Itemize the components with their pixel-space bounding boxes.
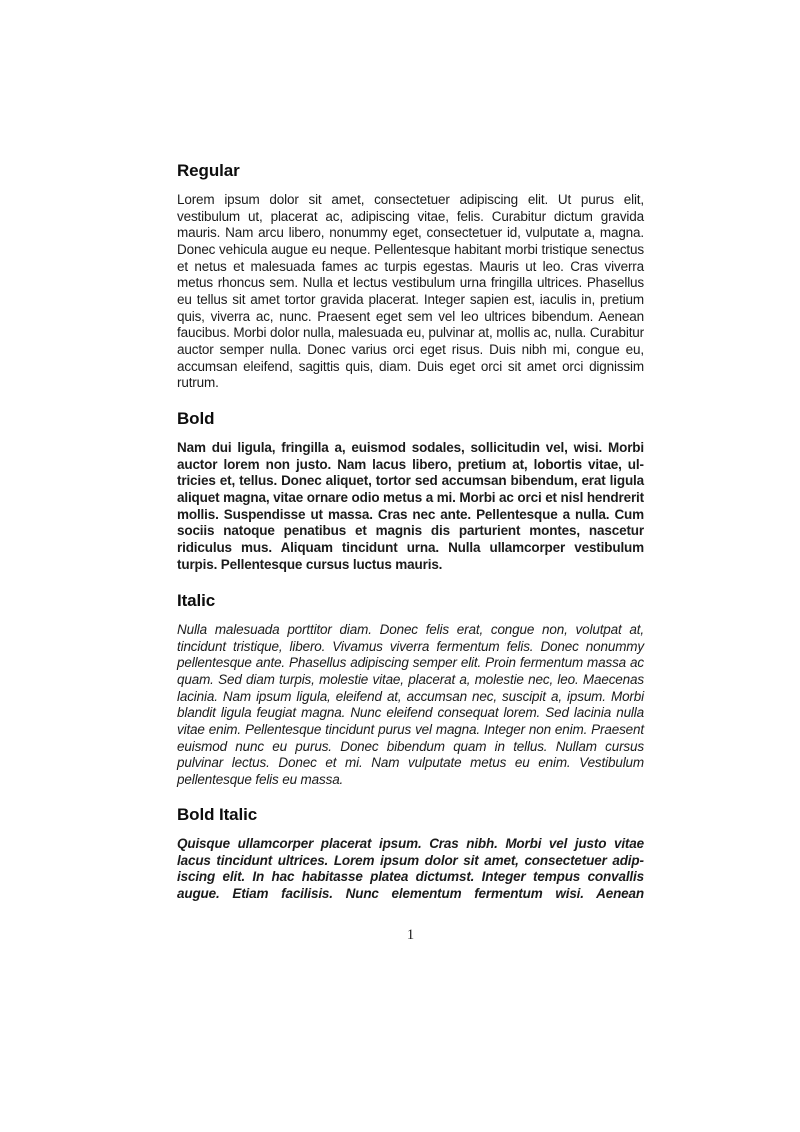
section-bold-italic bbox=[177, 805, 644, 903]
section-heading-bold-italic: Bold Italic bbox=[177, 805, 258, 824]
section-heading-regular: Regular bbox=[177, 161, 240, 180]
section-heading-italic: Italic bbox=[177, 591, 216, 610]
section-paragraph-bold: Nam dui ligula, fringilla a, euismod sodales, sollicitudin vel, wisi. Morbi auctor lorem non justo. Nam lacus libero, pretium at, lobortis vitae, ultricies et, tellus. Donec aliquet, tortor sed accumsan bibendum, erat ligula aliquet magna, vitae ornare odio metus a mi. Morbi ac orci et nisl hendrerit mollis. Suspendisse ut massa. Cras nec ante. Pellentesque a nulla. Cum sociis natoque penatibus et magnis dis parturient montes, nascetur ridiculus mus. Aliquam tincidunt urna. Nulla ullamcorper vestibulum turpis. Pellentesque cursus luctus mauris. bbox=[177, 440, 644, 572]
section-heading-bold: Bold bbox=[177, 409, 215, 428]
section-regular bbox=[177, 161, 644, 392]
section-paragraph-italic: Nulla malesuada porttitor diam. Donec felis erat, congue non, volutpat at, tincidunt tristique, libero. Vivamus viverra fermentum felis. Donec nonummy pellentesque ante. Phasellus adipiscing semper elit. Proin fermentum massa ac quam. Sed diam turpis, molestie vitae, placerat a, molestie nec, leo. Maecenas lacinia. Nam ipsum ligula, eleifend at, accumsan nec, suscipit a, ipsum. Morbi blandit ligula feugiat magna. Nunc eleifend consequat lorem. Sed lacinia nulla vitae enim. Pellentesque tincidunt purus vel magna. Integer non enim. Praesent euismod nunc eu purus. Donec bibendum quam in tellus. Nullam cursus pulvinar lectus. Donec et mi. Nam vulputate metus eu enim. Vestibulum pellentesque felis eu massa. bbox=[177, 622, 644, 787]
section-italic bbox=[177, 591, 644, 789]
section-paragraph-bold-italic: Quisque ullamcorper placerat ipsum. Cras nibh. Morbi vel justo vitae lacus tincidunt ultrices. Lorem ipsum dolor sit amet, consectetuer adipiscing elit. In hac habitasse platea dictumst. Integer tempus convallis augue. Etiam facilisis. Nunc elementum fermentum wisi. Aenean bbox=[177, 836, 644, 901]
section-bold bbox=[177, 409, 644, 573]
page-number: 1 bbox=[406, 927, 415, 943]
section-paragraph-regular: Lorem ipsum dolor sit amet, consectetuer adipiscing elit. Ut purus elit, vestibulum ut, placerat ac, adipiscing vitae, felis. Curabitur dictum gravida mauris. Nam arcu libero, nonummy eget, consectetuer id, vulputate a, magna. Donec vehicula augue eu neque. Pellentesque habitant morbi tristique senectus et netus et malesuada fames ac turpis egestas. Mauris ut leo. Cras viverra metus rhoncus sem. Nulla et lectus vestibulum urna fringilla ultrices. Phasellus eu tellus sit amet tortor gravida placerat. Integer sapien est, iaculis in, pretium quis, viverra ac, nunc. Praesent eget sem vel leo ultrices bibendum. Aenean faucibus. Morbi dolor nulla, malesuada eu, pulvinar at, mollis ac, nulla. Curabitur auctor semper nulla. Donec varius orci eget risus. Duis nibh mi, congue eu, accumsan eleifend, sagittis quis, diam. Duis eget orci sit amet orci dignissim rutrum. bbox=[177, 192, 644, 391]
